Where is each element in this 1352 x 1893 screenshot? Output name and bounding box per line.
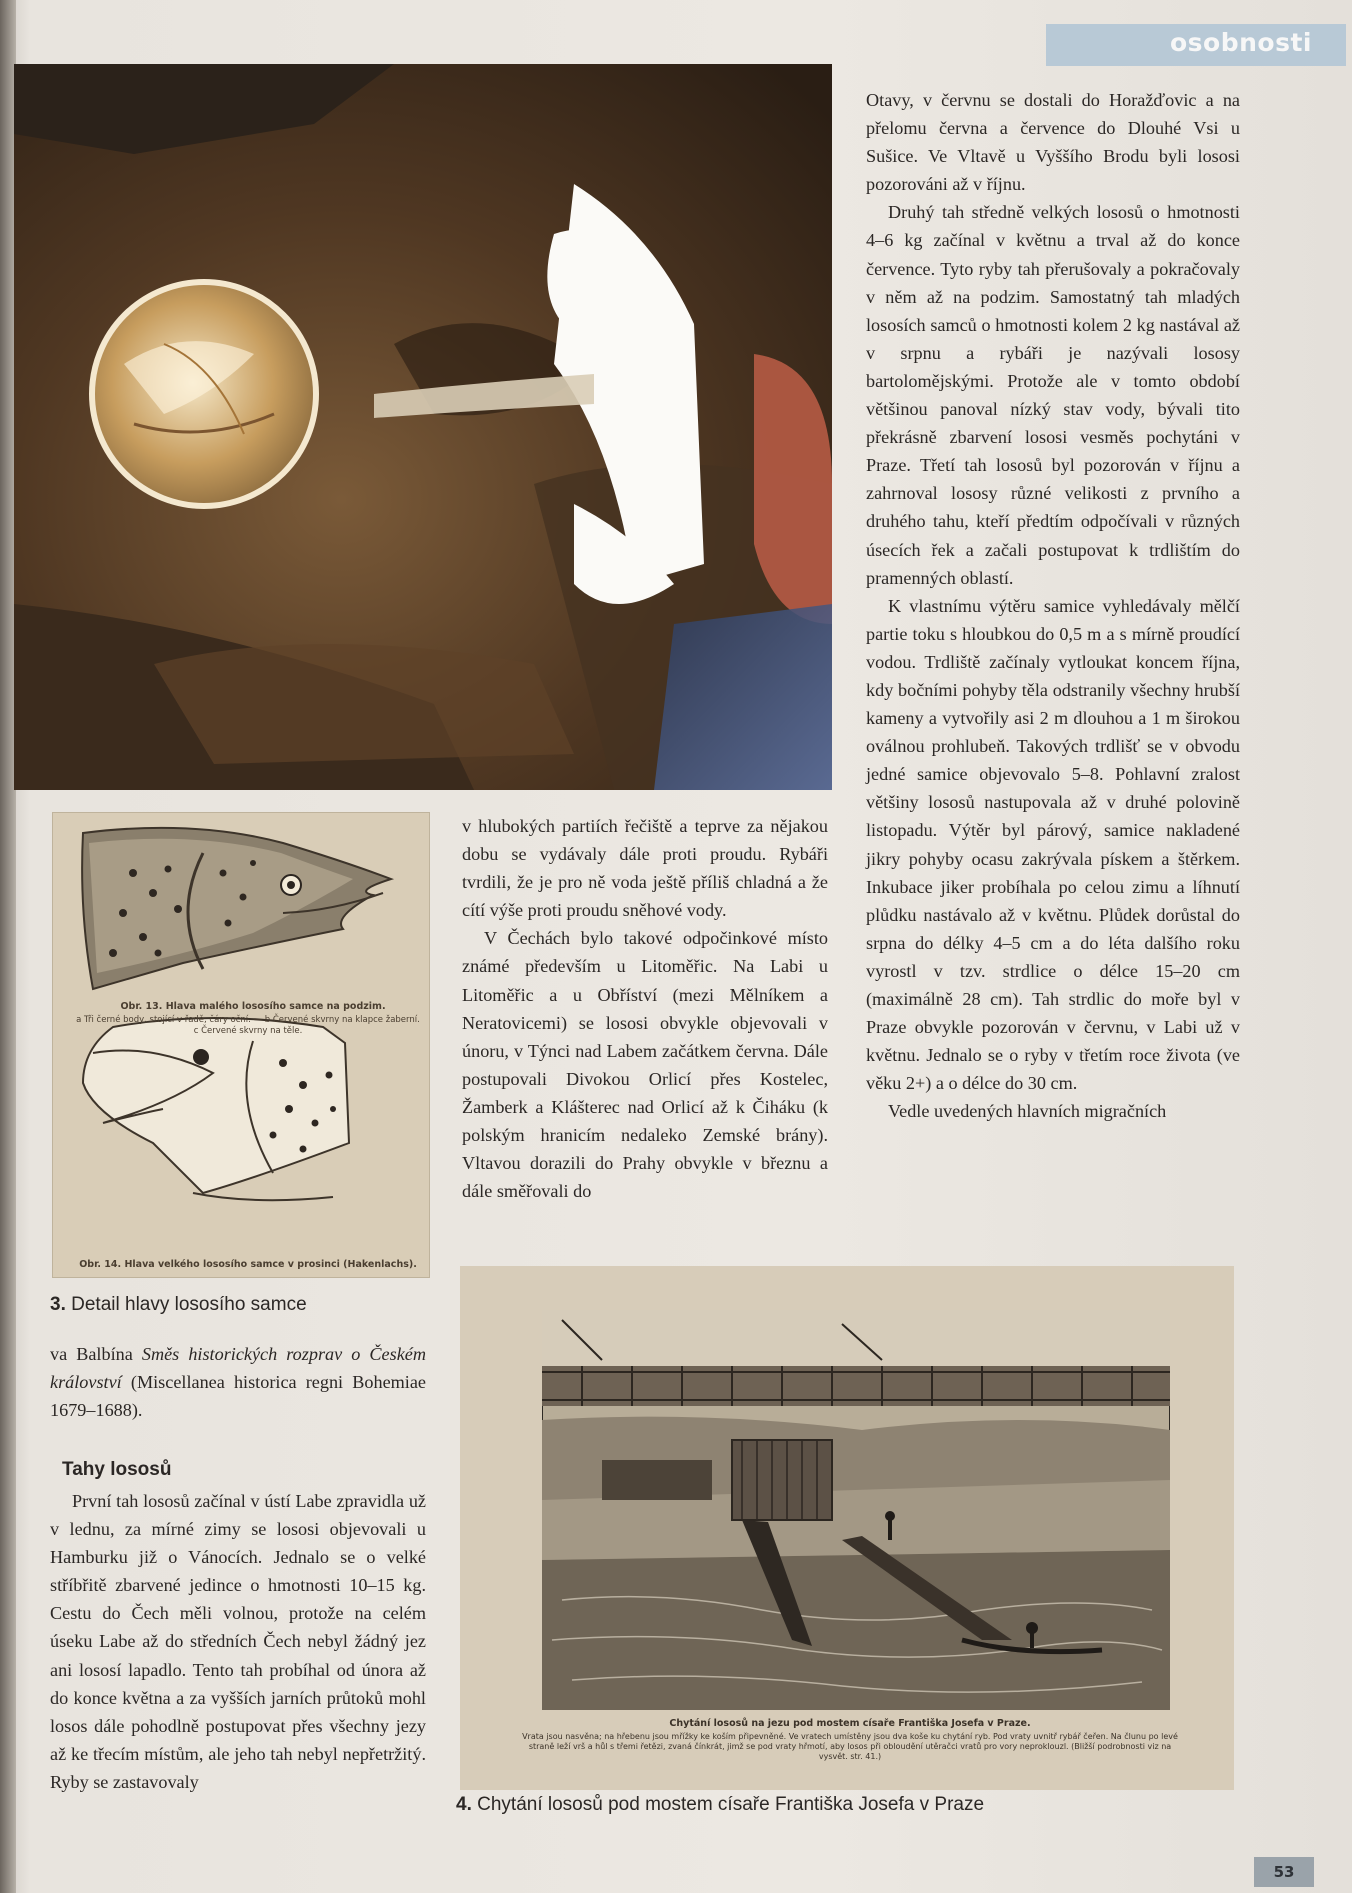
figure3-caption — [50, 1294, 307, 1316]
paragraph: K vlastnímu výtěru samice vyhledávaly mělčí partie toku s hloubkou do 0,5 m a s mírně proudící vodou. Trdliště začínaly vytloukat koncem října, kdy bočními pohyby těla odstranily všechny hrubší kameny a vytvořily asi 2 m dlouhou a 1 m širokou oválnou prohlubeň. Takových trdlišť se v obvodu jedné samice objevovalo 5–8. Pohlavní zralost většiny lososů nastupovala až v druhé polovině listopadu. Výtěr byl párový, samice nakladené jikry pohyby ocasu zakrývala pískem a štěrkem. Inkubace jiker probíhala po celou zimu a líhnutí plůdku nastávalo až v květnu. Plůdek dorůstal do srpna do délky 4–5 cm a do léta dalšího roku vyrostl v tzv. strdlice o délce 15–20 cm (maximálně 28 cm). Tah strdlic do moře byl v Praze obvykle pozorován v červnu, v Labi už v květnu. Jednalo se o ryby v třetím roce života (ve věku 2+) a o délce do 30 cm. — [866, 595, 1240, 1094]
figure-salmon-heads — [52, 812, 430, 1278]
paragraph: První tah lososů začínal v ústí Labe zpravidla už v lednu, za mírné zimy se lososi objevovali u Hamburku již o Vánocích. Jednalo se o velké stříbřitě zbarvené jedince o hmotnosti 10–15 kg. Cestu do Čech měli volnou, protože na celém úseku Labe až do středních Čech nebyl žádný jez ani lososí lapadlo. Tento tah probíhal od února až do konce května a za vyšších jarních průtoků mohl losos dále pohodlně postupovat přes všechny jezy až ke třecím místům, ale jeho tah nebyl nepřetržitý. Ryby se zastavovaly — [50, 1491, 426, 1792]
paragraph: Druhý tah středně velkých lososů o hmotnosti 4–6 kg začínal v květnu a trval až do konce července. Tyto ryby tah přerušovaly a pokračovaly v něm až na podzim. Samostatný tah mladých lososích samců o hmotnosti kolem 2 kg nastával až v srpnu a rybáři je nazývali lososy bartolomějskými. Protože ale v tomto období většinou panoval nízký stav vody, bývali tito překrásně zbarvení lososi vesměs pochytáni v Praze. Třetí tah lososů byl pozorován v říjnu a zahrnoval lososy různé velikosti z prvního a druhého tahu, kteří předtím odpočívali v různých úsecích řek a začali postupovat k trdlištím do pramenných oblastí. — [866, 202, 1240, 588]
figure3-top-note: a Tři černé body, stojící v řadě, čáry oční. — b Červené skvrny na klapce žaberní. c Červené skvrny na těle. — [76, 1015, 420, 1036]
book-title: Směs historických rozprav o Českém království — [50, 1344, 426, 1393]
figure4-number: 4. — [456, 1794, 472, 1815]
salmon-head-drawing-icon — [53, 813, 429, 1277]
figure4-engraving-text: Vrata jsou nasvěna; na hřebenu jsou mřížky ke koším připevněné. Ve vratech umístěny jsou dva koše ku chytání ryb. Pod vraty uvnitř rybář čeřen. Na člunu po levé straně leží vrš a hůl s třemi řetězi, zvaná čínkrát, jimž se pod vraty hřmotí, aby losos při obloudění utěračci vratů pro vory neproklouzl. (Bližší podrobnosti viz na vysvět. str. 41.) — [522, 1732, 1178, 1761]
text-column-middle — [462, 812, 828, 1205]
section-heading: Tahy lososů — [62, 1459, 172, 1480]
bridge-weir-engraving-icon — [542, 1310, 1170, 1710]
figure3-bottom-title: Obr. 14. Hlava velkého lososího samce v prosinci (Hakenlachs). — [79, 1259, 417, 1270]
paragraph: Otavy, v červnu se dostali do Horažďovic a na přelomu června a července do Dlouhé Vsi u Sušice. Ve Vltavě u Vyššího Brodu byli lososi pozorováni až v říjnu. — [866, 90, 1240, 195]
intro-text-start: va Balbína — [50, 1344, 142, 1364]
section-label: osobnosti — [1170, 28, 1312, 57]
intro-text-end: (Miscellanea historica regni Bohemiae 1679–1688). — [50, 1372, 426, 1421]
paragraph: Vedle uvedených hlavních migračních — [888, 1101, 1167, 1122]
section-tab — [1046, 24, 1346, 66]
figure4-engraving-title: Chytání lososů na jezu pod mostem císaře Františka Josefa v Praze. — [669, 1718, 1031, 1729]
photo-glass-spoon — [14, 64, 832, 790]
figure4-caption — [456, 1794, 984, 1816]
figure-bridge-fishing — [460, 1266, 1234, 1790]
figure3-number: 3. — [50, 1294, 66, 1315]
figure3-caption-text: Detail hlavy lososího samce — [71, 1294, 307, 1315]
text-column-left — [50, 1487, 426, 1796]
text-column-left-intro — [50, 1340, 426, 1424]
figure4-caption-text: Chytání lososů pod mostem císaře Františka Josefa v Praze — [477, 1794, 985, 1815]
paragraph: V Čechách bylo takové odpočinkové místo známé především u Litoměřic. Na Labi u Litoměřic a u Obříství (mezi Mělníkem a Neratovicemi) se lososi obvykle objevovali v únoru, v Týnci nad Labem začátkem června. Dále postupovali Divokou Orlicí přes Kostelec, Žamberk a Klášterec nad Orlicí až k Čiháku (k polským hranicím nedaleko Zemské brány). Vltavou dorazili do Prahy obvykle v březnu a dále směřovali do — [462, 928, 828, 1202]
paragraph: v hlubokých partiích řečiště a teprve za nějakou dobu se vydávaly dále proti proudu. Rybáři tvrdili, že je pro ně voda ještě příliš chladná a že cítí výše proti proudu sněhové vody. — [462, 816, 828, 921]
page-number: 53 — [1254, 1857, 1314, 1887]
figure3-top-title: Obr. 13. Hlava malého lososího samce na podzim. — [120, 1001, 386, 1012]
paragraph-intro — [50, 1340, 426, 1424]
glass-spoon-photo-icon — [14, 64, 832, 790]
text-column-right — [866, 86, 1240, 1125]
